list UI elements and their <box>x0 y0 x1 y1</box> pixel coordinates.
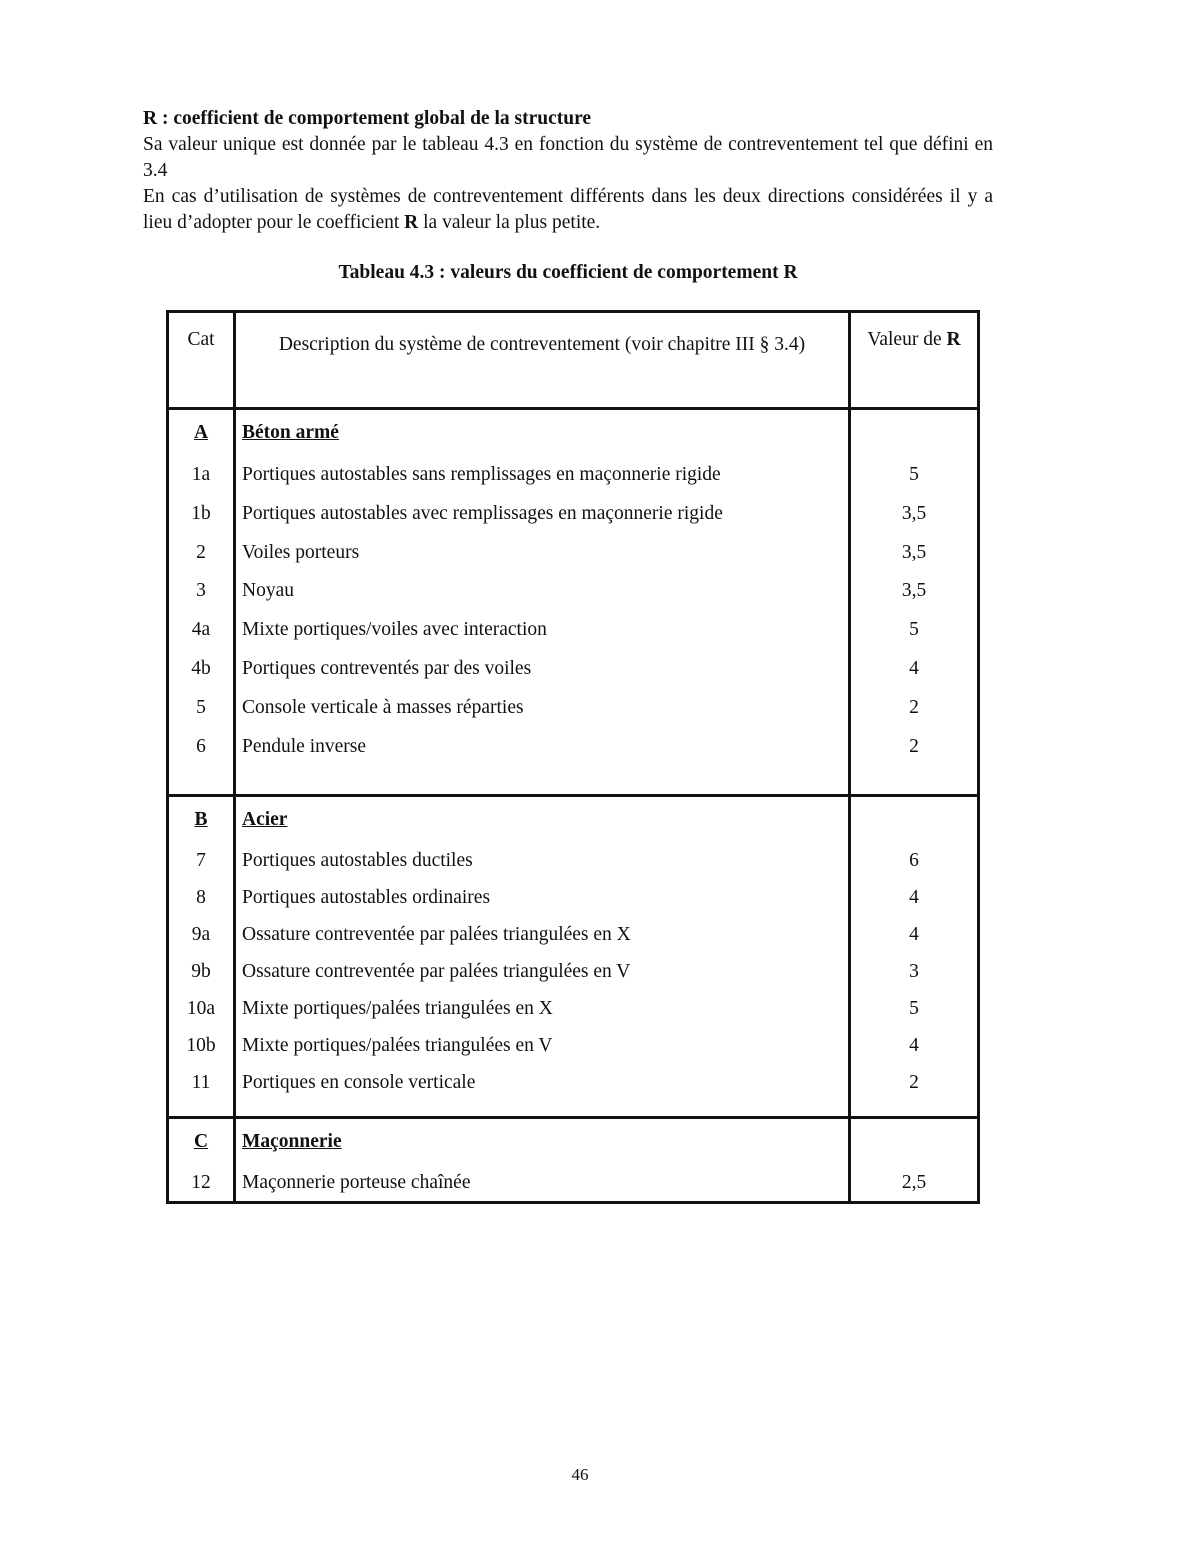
row-value: 5 <box>850 456 979 495</box>
row-cat: 4a <box>168 611 235 650</box>
gap-cell <box>168 796 235 810</box>
row-cat: 5 <box>168 689 235 728</box>
row-value: 5 <box>850 991 979 1028</box>
row-value: 2 <box>850 728 979 767</box>
row-value: 2 <box>850 689 979 728</box>
intro-paragraph-2 <box>143 184 993 236</box>
gap-cell <box>235 409 850 423</box>
row-value: 5 <box>850 611 979 650</box>
table-body <box>168 409 979 1203</box>
section-top-gap <box>168 1117 979 1131</box>
row-description: Portiques autostables avec remplissages en maçonnerie rigide <box>235 495 850 534</box>
row-cat: 12 <box>168 1165 235 1203</box>
spacer-cell <box>235 766 850 796</box>
section-title-row <box>168 809 979 843</box>
row-value: 4 <box>850 917 979 954</box>
row-description: Mixte portiques/palées triangulées en V <box>235 1028 850 1065</box>
section-value-empty <box>850 422 979 456</box>
row-cat: 10b <box>168 1028 235 1065</box>
intro-paragraph-2-start: En cas d’utilisation de systèmes de contreventement différents dans les deux directions considérées il y a lieu d’adopter pour le coefficient <box>143 186 993 233</box>
row-description: Noyau <box>235 572 850 611</box>
header-value <box>850 312 979 409</box>
row-description: Portiques en console verticale <box>235 1065 850 1102</box>
gap-cell <box>168 1117 235 1131</box>
row-value: 4 <box>850 880 979 917</box>
row-description: Portiques autostables ordinaires <box>235 880 850 917</box>
section-end-spacer <box>168 766 979 796</box>
spacer-cell <box>850 766 979 796</box>
table-row <box>168 611 979 650</box>
row-description: Mixte portiques/voiles avec interaction <box>235 611 850 650</box>
row-value: 3,5 <box>850 572 979 611</box>
row-cat: 8 <box>168 880 235 917</box>
gap-cell <box>850 796 979 810</box>
gap-cell <box>850 1117 979 1131</box>
row-cat: 6 <box>168 728 235 767</box>
table-row <box>168 728 979 767</box>
row-value: 2 <box>850 1065 979 1102</box>
table-row <box>168 689 979 728</box>
header-cat: Cat <box>168 312 235 409</box>
spacer-cell <box>850 1102 979 1118</box>
row-value: 6 <box>850 843 979 880</box>
table-row <box>168 917 979 954</box>
spacer-cell <box>168 766 235 796</box>
row-value: 3,5 <box>850 495 979 534</box>
row-value: 3,5 <box>850 534 979 573</box>
gap-cell <box>168 409 235 423</box>
row-value: 3 <box>850 954 979 991</box>
gap-cell <box>850 409 979 423</box>
row-description: Portiques autostables sans remplissages en maçonnerie rigide <box>235 456 850 495</box>
row-description: Portiques contreventés par des voiles <box>235 650 850 689</box>
table-header <box>168 312 979 409</box>
definition-heading: R : coefficient de comportement global de la structure <box>143 108 592 129</box>
table-row <box>168 1165 979 1203</box>
row-cat: 1b <box>168 495 235 534</box>
row-description: Ossature contreventée par palées triangulées en V <box>235 954 850 991</box>
table-row <box>168 456 979 495</box>
header-value-prefix: Valeur de <box>867 329 947 350</box>
intro-paragraph-2-end: la valeur la plus petite. <box>418 212 601 233</box>
table-caption: Tableau 4.3 : valeurs du coefficient de comportement R <box>338 262 798 283</box>
row-cat: 2 <box>168 534 235 573</box>
row-cat: 9b <box>168 954 235 991</box>
page-number: 46 <box>571 1465 589 1484</box>
spacer-cell <box>235 1102 850 1118</box>
table-row <box>168 1065 979 1102</box>
section-top-gap <box>168 409 979 423</box>
row-description: Voiles porteurs <box>235 534 850 573</box>
table-row <box>168 1028 979 1065</box>
section-title-row <box>168 1131 979 1165</box>
table-row <box>168 495 979 534</box>
table-row <box>168 843 979 880</box>
row-cat: 1a <box>168 456 235 495</box>
row-description: Maçonnerie porteuse chaînée <box>235 1165 850 1203</box>
section-name: Acier <box>242 809 288 831</box>
intro-paragraph-2-symbol: R <box>404 212 419 233</box>
header-value-symbol: R <box>946 329 961 350</box>
gap-cell <box>235 1117 850 1131</box>
row-description: Mixte portiques/palées triangulées en X <box>235 991 850 1028</box>
row-cat: 9a <box>168 917 235 954</box>
row-description: Console verticale à masses réparties <box>235 689 850 728</box>
section-name: Maçonnerie <box>242 1130 342 1152</box>
section-title-row <box>168 422 979 456</box>
row-cat: 11 <box>168 1065 235 1102</box>
row-cat: 4b <box>168 650 235 689</box>
gap-cell <box>235 796 850 810</box>
section-end-spacer <box>168 1102 979 1118</box>
section-top-gap <box>168 796 979 810</box>
table-row <box>168 880 979 917</box>
row-description: Pendule inverse <box>235 728 850 767</box>
table-row <box>168 572 979 611</box>
spacer-cell <box>168 1102 235 1118</box>
table-row <box>168 650 979 689</box>
section-value-empty <box>850 809 979 843</box>
row-value: 2,5 <box>850 1165 979 1203</box>
section-name: Béton armé <box>242 422 339 443</box>
row-cat: 10a <box>168 991 235 1028</box>
section-code: B <box>194 809 208 831</box>
table-row <box>168 534 979 573</box>
row-description: Portiques autostables ductiles <box>235 843 850 880</box>
table-row <box>168 954 979 991</box>
row-value: 4 <box>850 650 979 689</box>
row-cat: 3 <box>168 572 235 611</box>
intro-text <box>143 106 993 236</box>
section-value-empty <box>850 1131 979 1165</box>
behavior-coefficient-table <box>166 310 980 1204</box>
header-row <box>168 312 979 409</box>
table-row <box>168 991 979 1028</box>
intro-paragraph-1: Sa valeur unique est donnée par le tableau 4.3 en fonction du système de contreventement tel que défini en 3.4 <box>143 134 993 181</box>
section-code: C <box>193 1130 209 1152</box>
row-value: 4 <box>850 1028 979 1065</box>
header-description: Description du système de contreventement (voir chapitre III § 3.4) <box>235 312 850 409</box>
row-cat: 7 <box>168 843 235 880</box>
section-code: A <box>193 422 209 443</box>
row-description: Ossature contreventée par palées triangulées en X <box>235 917 850 954</box>
